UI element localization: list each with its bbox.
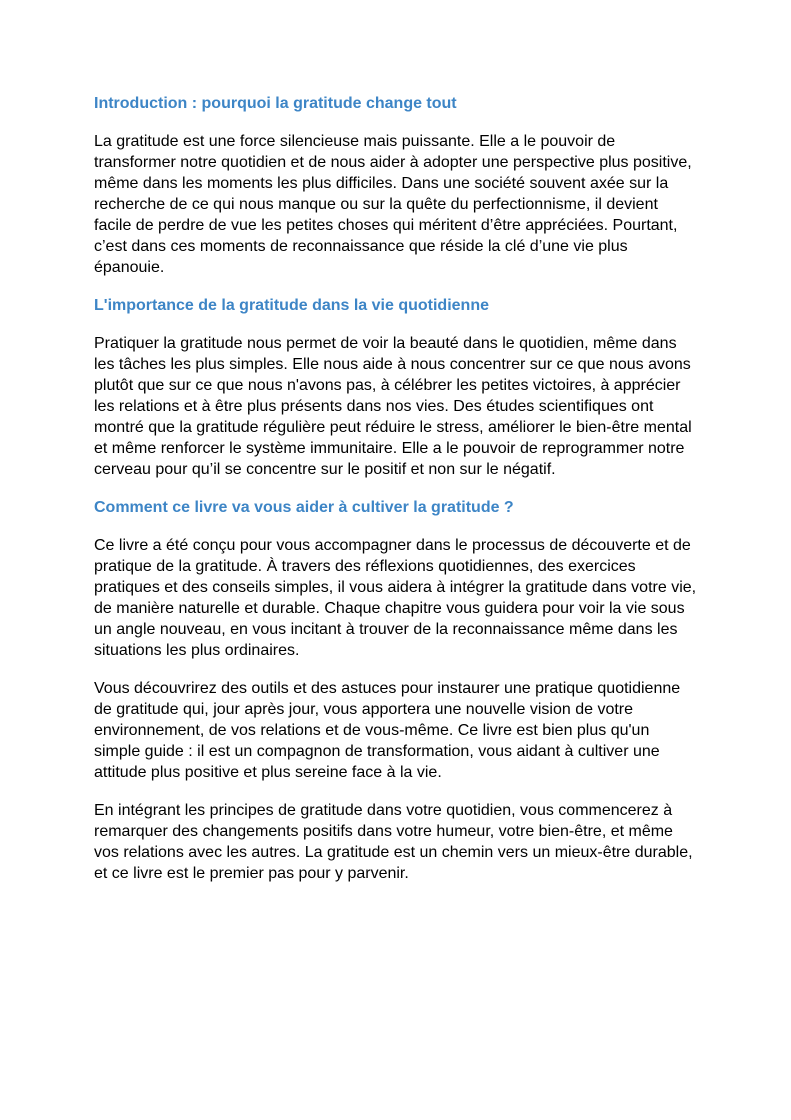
section-heading-introduction: Introduction : pourquoi la gratitude change tout (94, 95, 457, 112)
paragraph-introduction: La gratitude est une force silencieuse mais puissante. Elle a le pouvoir de transformer notre quotidien et de nous aider à adopter une perspective plus positive, même dans les moments les plus difficiles. Dans une société souvent axée sur la recherche de ce qui nous manque ou sur la quête du perfectionnisme, il devient facile de perdre de vue les petites choses qui méritent d’être appréciées. Pourtant, c’est dans ces moments de reconnaissance que réside la clé d’une vie plus épanouie. (94, 133, 692, 276)
paragraph-importance: Pratiquer la gratitude nous permet de voir la beauté dans le quotidien, même dans les tâches les plus simples. Elle nous aide à nous concentrer sur ce que nous avons plutôt que sur ce que nous n'avons pas, à célébrer les petites victoires, à apprécier les relations et à être plus présents dans nos vies. Des études scientifiques ont montré que la gratitude régulière peut réduire le stress, améliorer le bien-être mental et même renforcer le système immunitaire. Elle a le pouvoir de reprogrammer notre cerveau pour qu’il se concentre sur le positif et non sur le négatif. (94, 335, 692, 478)
paragraph-book-help-1: Ce livre a été conçu pour vous accompagner dans le processus de découverte et de pratique de la gratitude. À travers des réflexions quotidiennes, des exercices pratiques et des conseils simples, il vous aidera à intégrer la gratitude dans votre vie, de manière naturelle et durable. Chaque chapitre vous guidera pour voir la vie sous un angle nouveau, en vous incitant à trouver de la reconnaissance même dans les situations les plus ordinaires. (94, 537, 697, 659)
document-page (94, 94, 699, 884)
section-heading-book-help: Comment ce livre va vous aider à cultiver la gratitude ? (94, 499, 514, 516)
paragraph-book-help-2: Vous découvrirez des outils et des astuces pour instaurer une pratique quotidienne de gratitude qui, jour après jour, vous apportera une nouvelle vision de votre environnement, de vos relations et de vous-même. Ce livre est bien plus qu'un simple guide : il est un compagnon de transformation, vous aidant à cultiver une attitude plus positive et plus sereine face à la vie. (94, 680, 681, 781)
section-heading-importance: L'importance de la gratitude dans la vie quotidienne (94, 297, 489, 314)
paragraph-book-help-3: En intégrant les principes de gratitude dans votre quotidien, vous commencerez à remarquer des changements positifs dans votre humeur, votre bien-être, et même vos relations avec les autres. La gratitude est un chemin vers un mieux-être durable, et ce livre est le premier pas pour y parvenir. (94, 802, 693, 882)
